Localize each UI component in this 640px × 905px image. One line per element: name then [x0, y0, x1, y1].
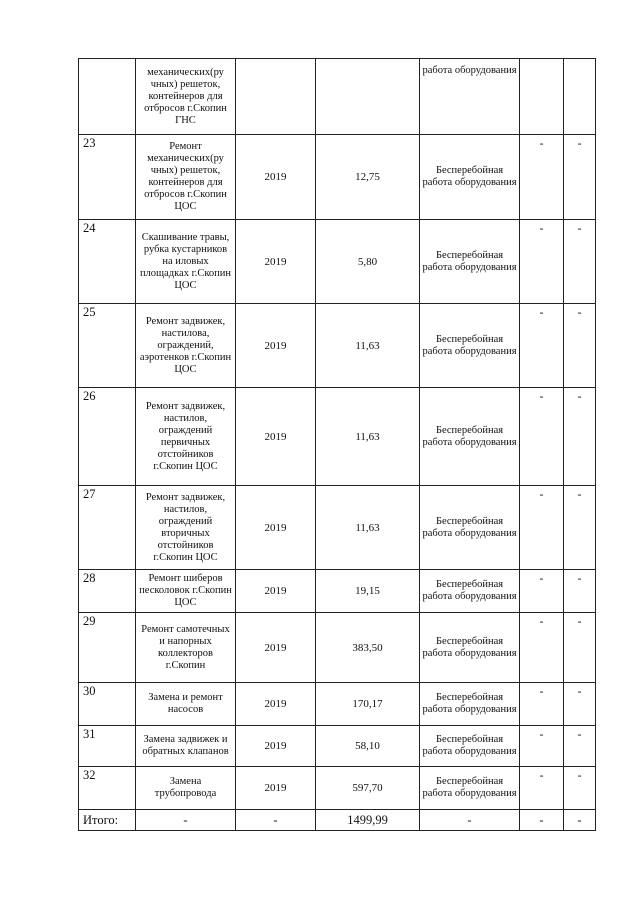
work-cost: 597,70 [316, 767, 420, 810]
dash-cell: - [564, 486, 596, 570]
work-result: Бесперебойная работа оборудования [420, 135, 520, 220]
work-result: Бесперебойная работа оборудования [420, 683, 520, 726]
row-number: 27 [79, 486, 136, 570]
table-row [79, 767, 596, 810]
dash-cell: - [520, 220, 564, 304]
dash-cell: - [520, 613, 564, 683]
total-cost: 1499,99 [316, 810, 420, 831]
total-name: - [136, 810, 236, 831]
dash-cell: - [520, 388, 564, 486]
work-year: 2019 [236, 486, 316, 570]
work-result: Бесперебойная работа оборудования [420, 613, 520, 683]
work-cost: 5,80 [316, 220, 420, 304]
table-row [79, 486, 596, 570]
dash-cell: - [520, 570, 564, 613]
work-cost: 383,50 [316, 613, 420, 683]
work-result: работа оборудования [420, 59, 520, 135]
row-number: 30 [79, 683, 136, 726]
work-name: Ремонт самотечных и напорных коллекторов г.Скопин [136, 613, 236, 683]
row-number: 23 [79, 135, 136, 220]
work-name: Ремонт задвижек, настилов, ограждений первичных отстойников г.Скопин ЦОС [136, 388, 236, 486]
row-number: 31 [79, 726, 136, 767]
work-name: Замена трубопровода [136, 767, 236, 810]
work-year: 2019 [236, 304, 316, 388]
work-year: 2019 [236, 613, 316, 683]
total-result: - [420, 810, 520, 831]
total-dash: - [520, 810, 564, 831]
work-year: 2019 [236, 135, 316, 220]
dash-cell: - [520, 683, 564, 726]
dash-cell: - [564, 767, 596, 810]
work-year: 2019 [236, 683, 316, 726]
row-number: 28 [79, 570, 136, 613]
total-label: Итого: [79, 810, 136, 831]
work-cost: 12,75 [316, 135, 420, 220]
dash-cell [520, 59, 564, 135]
table-row [79, 59, 596, 135]
dash-cell: - [564, 683, 596, 726]
dash-cell: - [520, 486, 564, 570]
table-row [79, 388, 596, 486]
work-result: Бесперебойная работа оборудования [420, 570, 520, 613]
work-year: 2019 [236, 388, 316, 486]
work-result: Бесперебойная работа оборудования [420, 767, 520, 810]
work-name: Ремонт механических(ру чных) решеток, контейнеров для отбросов г.Скопин ЦОС [136, 135, 236, 220]
work-year: 2019 [236, 220, 316, 304]
work-year: 2019 [236, 570, 316, 613]
work-result: Бесперебойная работа оборудования [420, 486, 520, 570]
work-name: Скашивание травы, рубка кустарников на иловых площадках г.Скопин ЦОС [136, 220, 236, 304]
work-result: Бесперебойная работа оборудования [420, 304, 520, 388]
table-row [79, 220, 596, 304]
total-dash: - [564, 810, 596, 831]
work-cost: 170,17 [316, 683, 420, 726]
work-name: Замена и ремонт насосов [136, 683, 236, 726]
work-name: Замена задвижек и обратных клапанов [136, 726, 236, 767]
work-name: Ремонт задвижек, настилова, ограждений, аэротенков г.Скопин ЦОС [136, 304, 236, 388]
row-number [79, 59, 136, 135]
work-name: Ремонт шиберов песколовок г.Скопин ЦОС [136, 570, 236, 613]
work-cost [316, 59, 420, 135]
dash-cell: - [564, 304, 596, 388]
work-year [236, 59, 316, 135]
work-result: Бесперебойная работа оборудования [420, 220, 520, 304]
total-year: - [236, 810, 316, 831]
work-name: Ремонт задвижек, настилов, ограждений вторичных отстойников г.Скопин ЦОС [136, 486, 236, 570]
work-year: 2019 [236, 767, 316, 810]
work-cost: 58,10 [316, 726, 420, 767]
dash-cell: - [564, 726, 596, 767]
row-number: 32 [79, 767, 136, 810]
dash-cell: - [564, 613, 596, 683]
dash-cell: - [564, 220, 596, 304]
table-row [79, 304, 596, 388]
dash-cell [564, 59, 596, 135]
row-number: 25 [79, 304, 136, 388]
row-number: 26 [79, 388, 136, 486]
table-row [79, 726, 596, 767]
work-year: 2019 [236, 726, 316, 767]
dash-cell: - [564, 388, 596, 486]
work-name: механических(ру чных) решеток, контейнеров для отбросов г.Скопин ГНС [136, 59, 236, 135]
dash-cell: - [564, 570, 596, 613]
table-row [79, 570, 596, 613]
investment-table [78, 58, 596, 831]
work-cost: 11,63 [316, 388, 420, 486]
row-number: 29 [79, 613, 136, 683]
table-row [79, 135, 596, 220]
work-cost: 19,15 [316, 570, 420, 613]
dash-cell: - [520, 726, 564, 767]
dash-cell: - [564, 135, 596, 220]
work-cost: 11,63 [316, 486, 420, 570]
dash-cell: - [520, 304, 564, 388]
row-number: 24 [79, 220, 136, 304]
work-cost: 11,63 [316, 304, 420, 388]
total-row [79, 810, 596, 831]
work-result: Бесперебойная работа оборудования [420, 388, 520, 486]
dash-cell: - [520, 767, 564, 810]
table-row [79, 613, 596, 683]
work-result: Бесперебойная работа оборудования [420, 726, 520, 767]
dash-cell: - [520, 135, 564, 220]
table-row [79, 683, 596, 726]
